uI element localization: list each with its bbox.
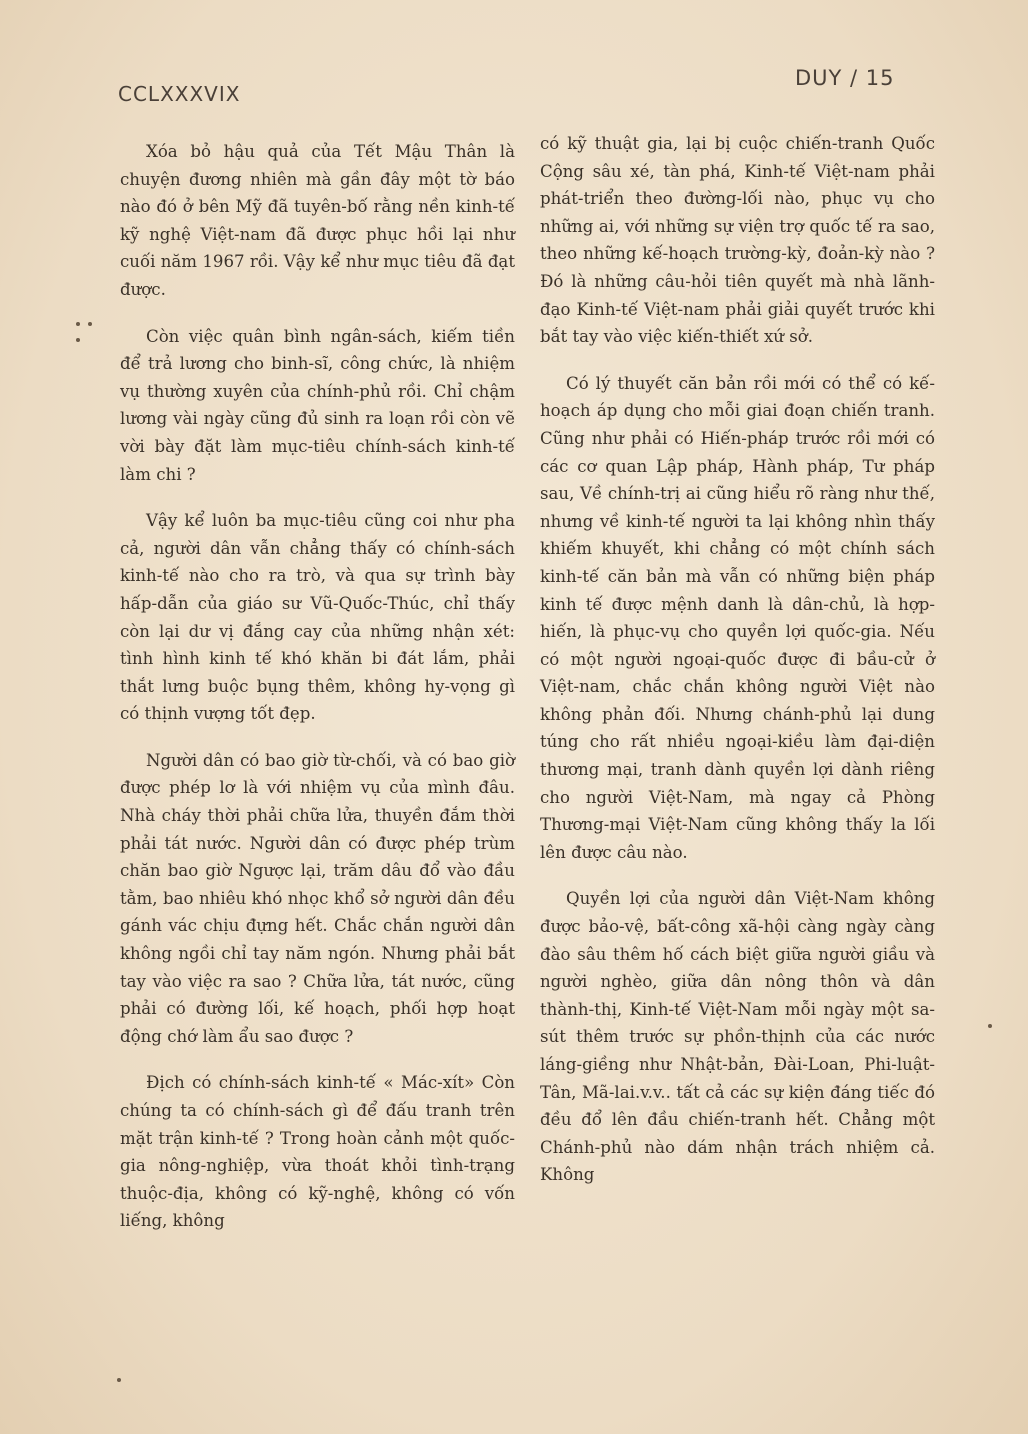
paragraph: Xóa bỏ hậu quả của Tết Mậu Thân là chuyện đương nhiên mà gần đây một tờ báo nào đó ở bên Mỹ đã tuyên-bố rằng nền kinh-tế kỹ nghệ Việt-nam đã được phục hồi lại như cuối năm 1967 rồi. Vậy kể như mục tiêu đã đạt được.	[120, 142, 515, 299]
paragraph: Vậy kể luôn ba mục-tiêu cũng coi như pha cả, người dân vẫn chẳng thấy có chính-sách kinh-tế nào cho ra trò, và qua sự trình bày hấp-dẫn của giáo sư Vũ-Quốc-Thúc, chỉ thấy còn lại dư vị đắng cay của những nhận xét: tình hình kinh tế khó khăn bi đát lắm, phải thắt lưng buộc bụng thêm, không hy-vọng gì có thịnh vượng tốt đẹp.	[120, 511, 515, 724]
page-header-number: DUY / 15	[795, 66, 895, 90]
text-column-left	[120, 138, 515, 1254]
paragraph: Địch có chính-sách kinh-tế « Mác-xít» Còn chúng ta có chính-sách gì để đấu tranh trên mặt trận kinh-tế ? Trong hoàn cảnh một quốc-gia nông-nghiệp, vừa thoát khỏi tình-trạng thuộc-địa, không có kỹ-nghệ, không có vốn liếng, không	[120, 1073, 515, 1231]
paper-speck	[88, 322, 92, 326]
paragraph: Còn việc quân bình ngân-sách, kiếm tiền để trả lương cho binh-sĩ, công chức, là nhiệm vụ thường xuyên của chính-phủ rồi. Chỉ chậm lương vài ngày cũng đủ sinh ra loạn rồi còn vẽ vời bày đặt làm mục-tiêu chính-sách kinh-tế làm chi ?	[120, 326, 515, 484]
paper-speck	[988, 1024, 992, 1028]
page-header-code: CCLXXXVIX	[118, 82, 241, 106]
paragraph: Có lý thuyết căn bản rồi mới có thể có kế-hoạch áp dụng cho mỗi giai đoạn chiến tranh. Cũng như phải có Hiến-pháp trước rồi mới có các cơ quan Lập pháp, Hành pháp, Tư pháp sau, Về chính-trị ai cũng hiểu rõ ràng như thế, nhưng về kinh-tế người ta lại không nhìn thấy khiếm khuyết, khi chẳng có một chính sách kinh-tế căn bản mà vẫn có những biện pháp kinh tế được mệnh danh là dân-chủ, là hợp-hiến, là phục-vụ cho quyền lợi quốc-gia. Nếu có một người ngoại-quốc được đi bầu-cử ở Việt-nam, chắc chắn không người Việt nào không phản đối. Nhưng chánh-phủ lại dung túng cho rất nhiều ngoại-kiều làm đại-diện thương mại, tranh dành quyền lợi dành riêng cho người Việt-Nam, mà ngay cả Phòng Thương-mại Việt-Nam cũng không thấy la lối lên được câu nào.	[540, 373, 935, 862]
text-column-right	[540, 130, 935, 1208]
paragraph: Người dân có bao giờ từ-chối, và có bao giờ được phép lơ là với nhiệm vụ của mình đâu. Nhà cháy thời phải chữa lửa, thuyền đắm thời phải tát nước. Người dân có được phép trùm chăn bao giờ Ngược lại, trăm dâu đổ vào đầu tằm, bao nhiêu khó nhọc khổ sở người dân đều gánh vác chịu đựng hết. Chắc chắn người dân không ngồi chỉ tay năm ngón. Nhưng phải bắt tay vào việc ra sao ? Chữa lửa, tát nước, cũng phải có đường lối, kế hoạch, phối hợp hoạt động chớ làm ẩu sao được ?	[120, 750, 515, 1046]
paper-speck	[117, 1378, 121, 1382]
paragraph: có kỹ thuật gia, lại bị cuộc chiến-tranh Quốc Cộng sâu xé, tàn phá, Kinh-tế Việt-nam phải phát-triển theo đường-lối nào, phục vụ cho những ai, với những sự viện trợ quốc tế ra sao, theo những kế-hoạch trường-kỳ, đoản-kỳ nào ? Đó là những câu-hỏi tiên quyết mà nhà lãnh-đạo Kinh-tế Việt-nam phải giải quyết trước khi bắt tay vào việc kiến-thiết xứ sở.	[540, 134, 935, 347]
paragraph: Quyền lợi của người dân Việt-Nam không được bảo-vệ, bất-công xã-hội càng ngày càng đào sâu thêm hố cách biệt giữa người giầu và người nghèo, giữa dân nông thôn và dân thành-thị, Kinh-tế Việt-Nam mỗi ngày một sa-sút thêm trước sự phồn-thịnh của các nước láng-giềng như Nhật-bản, Đài-Loan, Phi-luật-Tân, Mã-lai.v.v.. tất cả các sự kiện đáng tiếc đó đều đổ lên đầu chiến-tranh hết. Chẳng một Chánh-phủ nào dám nhận trách nhiệm cả. Không	[540, 889, 935, 1185]
paper-speck	[76, 338, 80, 342]
paper-speck	[76, 322, 80, 326]
